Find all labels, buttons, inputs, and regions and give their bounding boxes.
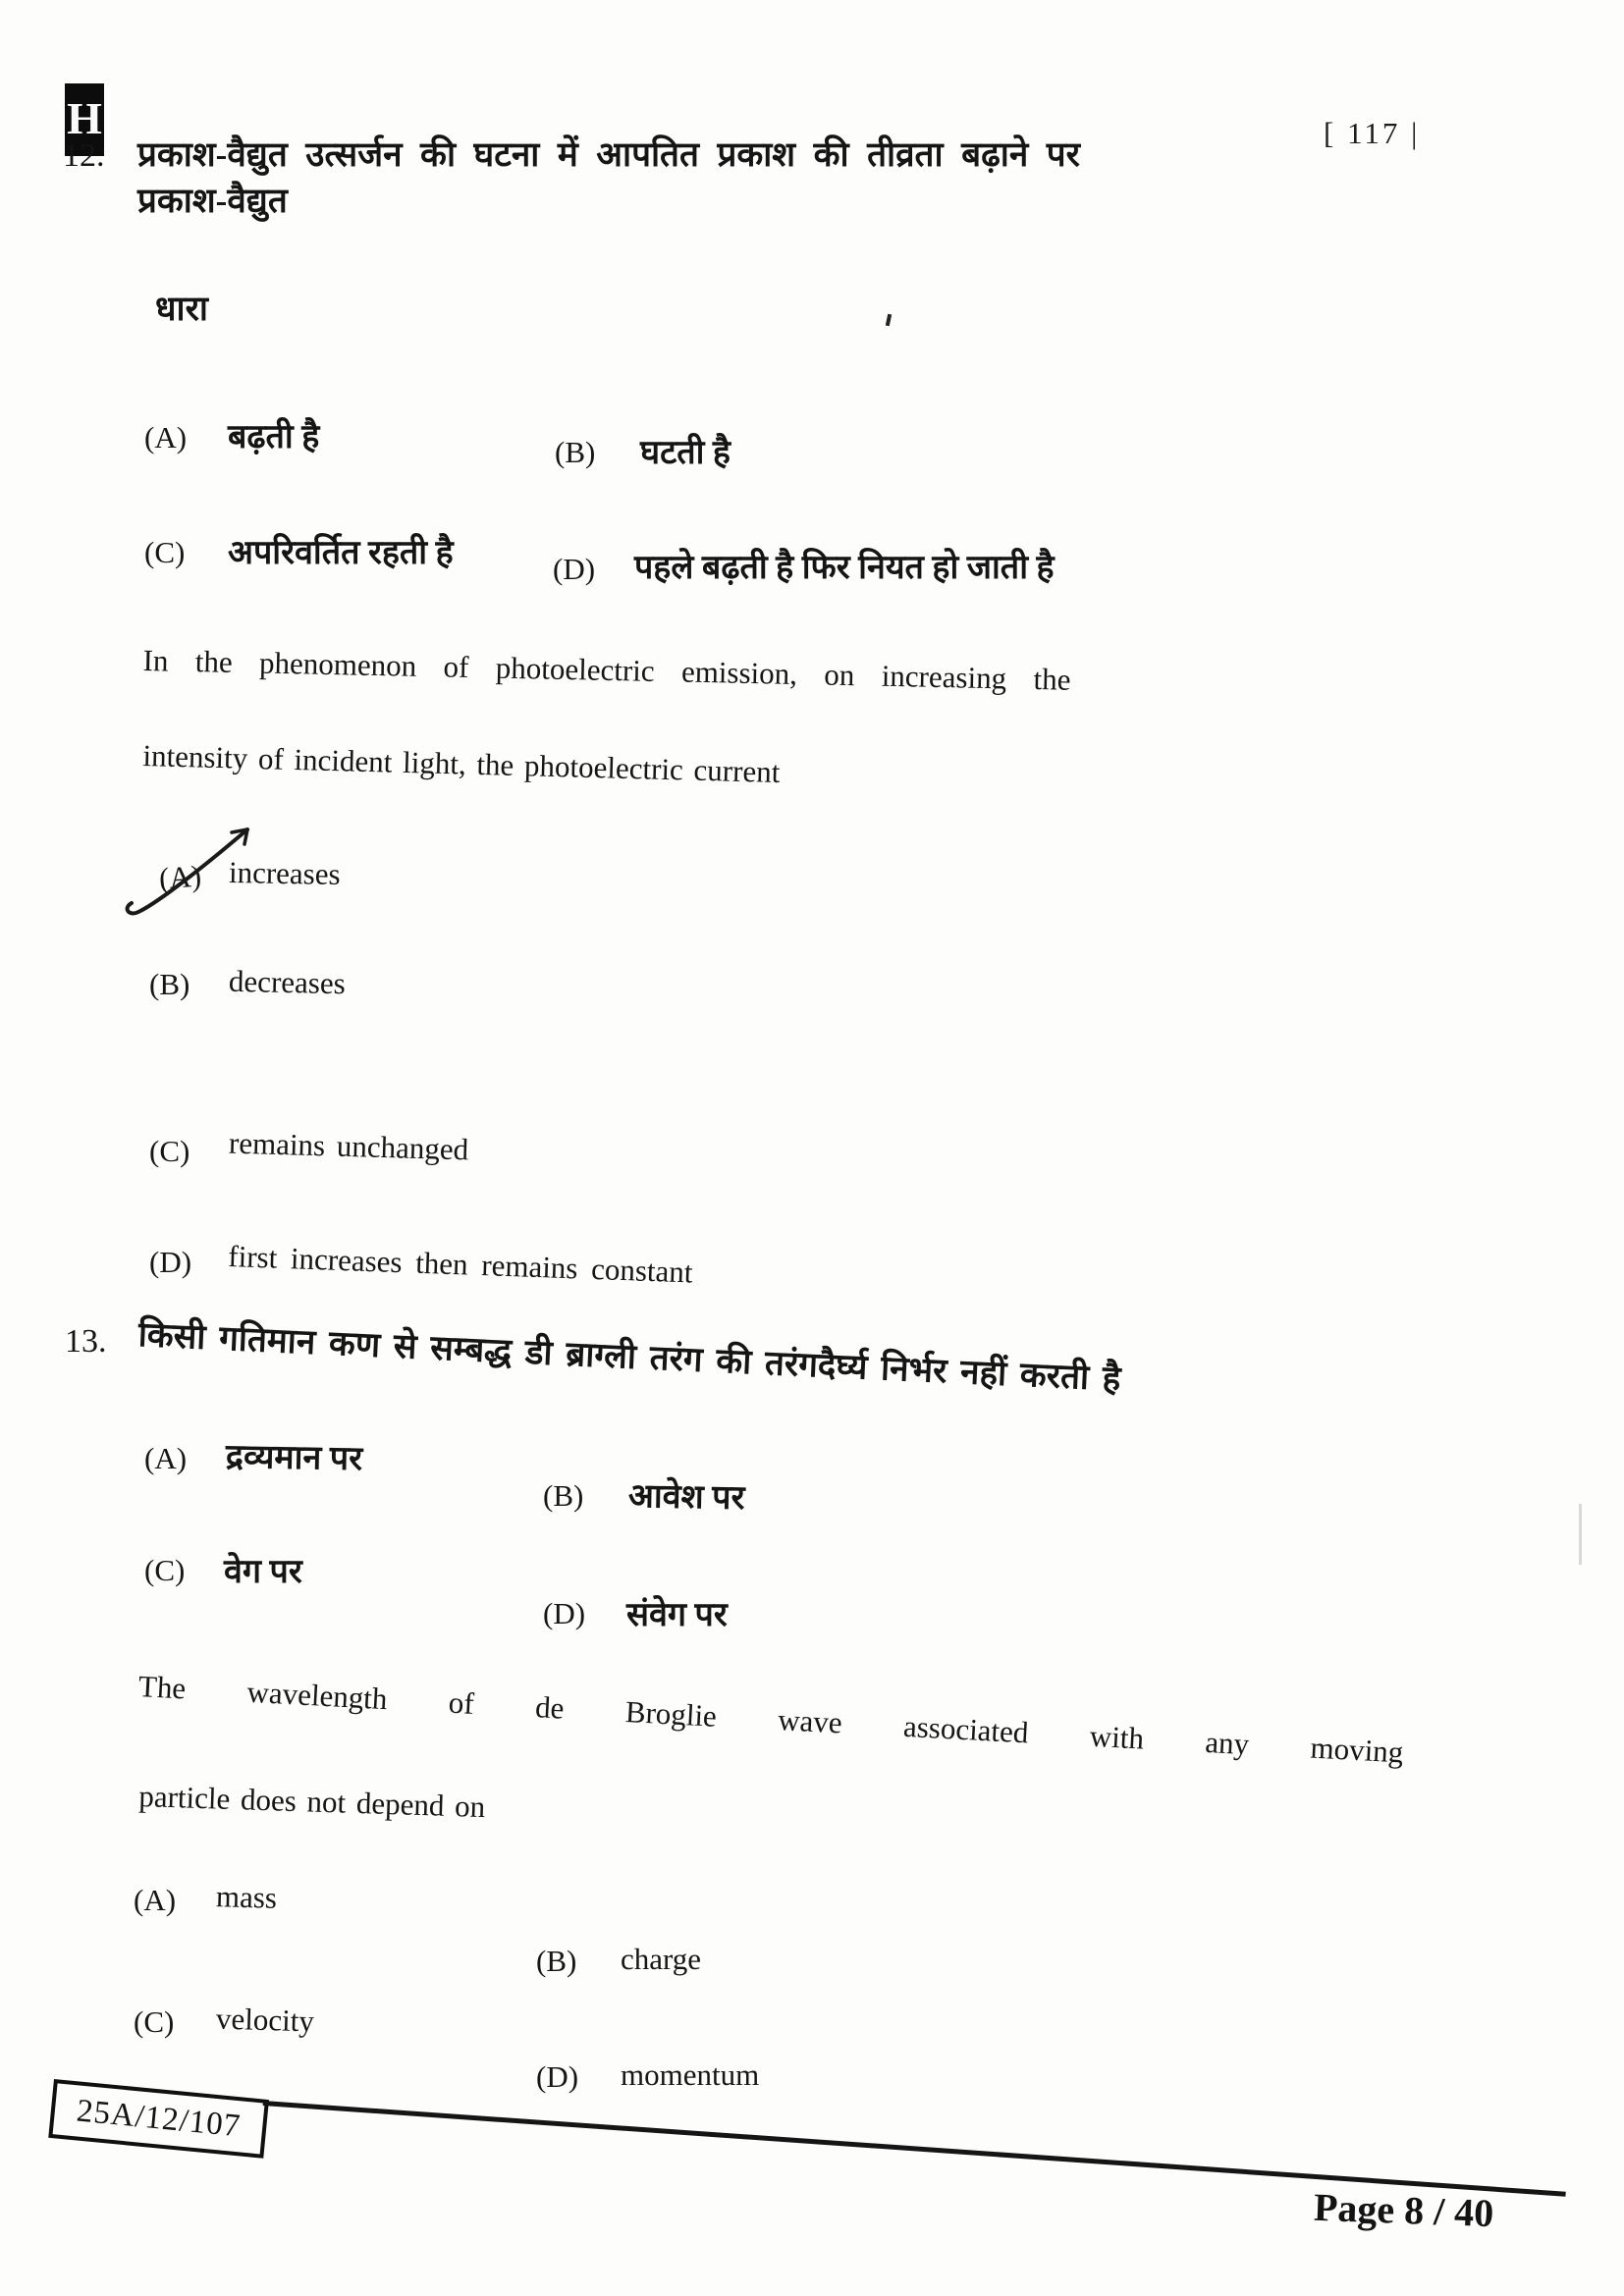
question-13-english-text: The wavelength of de Broglie wave associated with any moving	[137, 1669, 1405, 1770]
q12-hindi-option-c-label: (C)	[144, 535, 186, 569]
q13-hindi-option-a-label: (A)	[144, 1441, 188, 1475]
q13-english-option-d-label: (D)	[536, 2059, 579, 2094]
q13-hindi-option-d-label: (D)	[543, 1596, 586, 1630]
q12-english-option-b-text: decreases	[228, 963, 347, 1001]
q12-english-option-d-text: first increases then remains constant	[227, 1239, 694, 1290]
q13-hindi-option-a-text: द्रव्यमान पर	[225, 1438, 363, 1478]
q12-hindi-option-c-text: अपरिवर्तित रहती है	[228, 535, 454, 571]
q12-english-option-b-label: (B)	[149, 967, 190, 1001]
question-13-english-text-line2: particle does not depend on	[137, 1779, 486, 1825]
q12-english-option-d-label: (D)	[149, 1245, 192, 1279]
q12-hindi-option-d-text: पहले बढ़ती है फिर नियत हो जाती है	[634, 550, 1055, 586]
q13-english-option-c-label: (C)	[134, 2004, 175, 2039]
footer-divider-line	[263, 2101, 1566, 2197]
q13-hindi-option-b-text: आवेश पर	[627, 1477, 745, 1518]
q13-hindi-option-d-text: संवेग पर	[626, 1597, 728, 1633]
q13-hindi-option-c-text: वेग पर	[224, 1554, 302, 1590]
question-12-english-text: In the phenomenon of photoelectric emission, on increasing the	[142, 643, 1071, 697]
q13-hindi-option-b-label: (B)	[543, 1478, 584, 1513]
question-13-number: 13.	[65, 1323, 107, 1360]
q12-hindi-option-a-label: (A)	[144, 420, 188, 454]
q13-english-option-b-label: (B)	[536, 1944, 577, 1978]
scan-artifact-line	[1579, 1504, 1582, 1565]
question-12-english-text-line2: intensity of incident light, the photoelectric current	[142, 738, 781, 789]
question-12-hindi-text-line2: धारा	[155, 290, 208, 328]
question-12-hindi-text: प्रकाश-वैद्युत उत्सर्जन की घटना में आपतित प्रकाश की तीव्रता बढ़ाने पर प्रकाश-वैद्युत	[137, 135, 1080, 220]
q12-hindi-option-b-text: घटती है	[640, 435, 731, 471]
paper-code-box	[48, 2079, 269, 2159]
paper-code: 25A/12/107	[75, 2092, 243, 2144]
q12-english-option-c-text: remains unchanged	[228, 1125, 469, 1167]
scan-speck	[886, 314, 892, 327]
q13-english-option-b-text: charge	[621, 1942, 702, 1976]
q13-english-option-a-label: (A)	[134, 1883, 177, 1917]
q13-english-option-c-text: velocity	[215, 2001, 315, 2039]
q12-hindi-option-b-label: (B)	[555, 435, 596, 469]
q12-english-option-a-text: increases	[228, 855, 341, 891]
q13-english-option-a-text: mass	[215, 1879, 278, 1915]
question-12-number: 12.	[63, 137, 105, 174]
q12-english-option-c-label: (C)	[149, 1134, 190, 1168]
q12-hindi-option-d-label: (D)	[553, 552, 596, 586]
language-badge: H	[65, 83, 104, 156]
question-13-hindi-text: किसी गतिमान कण से सम्बद्ध डी ब्राग्ली तरंग की तरंगदैर्घ्य निर्भर नहीं करती है	[137, 1314, 1122, 1399]
q12-hindi-option-a-text: बढ़ती है	[228, 419, 320, 455]
q13-english-option-d-text: momentum	[621, 2057, 760, 2092]
q12-english-option-a-label: (A)	[157, 858, 203, 896]
q13-hindi-option-c-label: (C)	[144, 1553, 186, 1587]
page-ref: [ 117 |	[1324, 116, 1421, 150]
handwritten-answer-mark	[124, 817, 271, 925]
page-number: Page 8 / 40	[1313, 2184, 1495, 2236]
